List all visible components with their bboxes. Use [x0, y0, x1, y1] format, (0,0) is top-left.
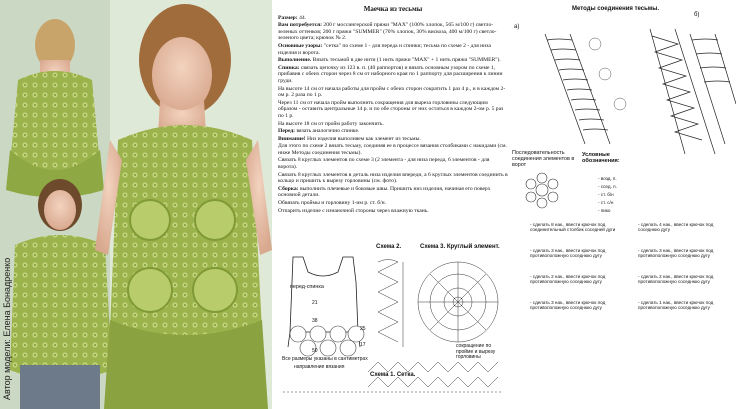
instruction-label: Сборка:	[278, 185, 299, 192]
dim-3: 25	[360, 326, 366, 332]
joining-note: - сделать 3 нак., ввести крючок под противоположную соседнюю дугу	[530, 300, 606, 311]
instruction-text: связать цепочку из 123 в. п. (40 раппортов) и вязать основным узором по схеме 1, прибавив с обеих сторон через 8 см от наборного края по 1 раппорту для расширения к линии груди.	[278, 64, 503, 84]
instruction-paragraph	[278, 65, 508, 85]
legend-item: - ссед. п.	[598, 184, 617, 189]
dim-5: 50	[312, 348, 318, 354]
schemes-diagram	[278, 252, 508, 402]
instruction-text: Связать 8 круглых элементов по схеме 3 (2 элемента - для низа переда, 6 элементов - для ворота).	[278, 157, 490, 171]
decrease-note: сокращение по пройме и вырезу горловины	[456, 343, 496, 361]
scheme3-title: Схема 3. Круглый элемент.	[420, 244, 500, 250]
size-value: 44.	[299, 14, 307, 21]
instruction-text: На высоте 18 см от пройм работу закончить.	[278, 120, 384, 127]
instruction-paragraph	[278, 57, 508, 64]
instruction-label: Перед:	[278, 128, 296, 135]
label-b: б)	[694, 12, 700, 18]
instruction-paragraph	[278, 157, 508, 170]
legend-item: - ст. с/н	[598, 200, 614, 205]
instruction-text: Связать 8 круглых элементов в деталь низа изделия впереди, а 6 круглых элементов соединить в кольцо и пришить к вырезу горловины (см. фото).	[278, 171, 508, 185]
instruction-paragraph	[278, 186, 508, 199]
dim-1: 21	[312, 300, 318, 306]
instruction-paragraph	[278, 100, 508, 120]
model-photo	[0, 0, 272, 409]
instruction-paragraph	[278, 121, 508, 128]
sequence-title: Последовательность соединения элементов в ворот	[512, 150, 575, 168]
instruction-paragraph	[278, 22, 508, 42]
instruction-paragraph	[278, 136, 508, 143]
direction-note: направление вязания	[294, 364, 345, 370]
size-label: Размер:	[278, 14, 298, 21]
instruction-label: Вам потребуется:	[278, 22, 322, 29]
instruction-text: Обвязать проймы и горловину 1-им р. ст. б/н.	[278, 200, 387, 207]
instruction-paragraph	[278, 208, 508, 215]
instruction-text: Низ изделия выполняем как элемент из тесьмы.	[306, 135, 421, 142]
instruction-paragraph	[278, 143, 508, 156]
sequence-ring-diagram	[522, 170, 562, 210]
instruction-paragraph	[278, 128, 508, 135]
instruction-text: вязать аналогично спинке.	[296, 128, 360, 135]
size-line	[278, 15, 508, 22]
joining-note: - сделать 3 нак., ввести крючок под противоположную соседнюю дугу	[638, 248, 714, 259]
methods-title: Методы соединения тесьмы.	[572, 6, 660, 12]
label-a: а)	[514, 24, 520, 30]
dims-note: Все размеры указаны в сантиметрах	[282, 356, 368, 362]
joining-note: - сделать 2 нак., ввести крючок под противоположную соседнюю дугу	[638, 274, 714, 285]
scheme2-title: Схема 2.	[376, 244, 402, 250]
article-title: Маечка из тесьмы	[363, 5, 423, 13]
dim-4: 17	[360, 342, 366, 348]
instruction-sections	[278, 22, 508, 214]
model-credit: Автор модели: Елена Бонадренко	[2, 257, 12, 400]
legend-item: - возд. п.	[598, 176, 617, 181]
scheme1-title: Схема 1. Сетка.	[370, 372, 416, 378]
instruction-text: Отпарить изделие с изнаночной стороны через влажную ткань.	[278, 207, 429, 214]
instruction-text: 200 г моссингерской пряжи "МАХ" (100% хлопок, 565 м/100 г) светло-зеленых оттенков; 200 г пряжи "SUMMER" (70% хлопок, 30% вискоза, 400 м/100 г) светло-зеленого цвета; крючок № 2.	[278, 22, 497, 42]
front-back-label: перед-спинка	[290, 284, 324, 290]
legend-item: - пико	[598, 208, 611, 213]
instruction-text: "сетка" по схеме 1 - для переда и спинки; тесьма по схеме 2 - для низа изделия и ворота.	[278, 42, 491, 56]
instruction-text: На высоте 14 см от начала работы для пройм с обеих сторон сократить 1 раз 4 р., и в каждом 2-ом р. 2 раза по 1 р.	[278, 85, 506, 99]
symbols-title: Условные обозначения:	[582, 152, 620, 165]
joining-note: - сделать 8 нак., ввести крючок под соединительный столбик соседней дуги	[530, 222, 616, 233]
instruction-text: Через 11 см от начала пройм выполнить сокращения для выреза горловины следующим образом - оставить центральные 14 р. и по обе стороны от них остаться в каждом 2-ом р. 5 раз по 1 р.	[278, 99, 504, 119]
instruction-paragraph	[278, 43, 508, 56]
instruction-paragraph	[278, 172, 508, 185]
photo-illustration	[0, 0, 272, 409]
joining-note: - сделать 1 нак., ввести крючок под противоположную соседнюю дугу	[638, 300, 714, 311]
instruction-text: Вязать тесьмой в две нити (1 нить пряжи "МАХ" + 1 нить пряжи "SUMMER").	[312, 57, 501, 64]
joining-note: - сделать 4 нак., ввести крючок под соседнюю дугу	[638, 222, 714, 233]
instruction-label: Спинка:	[278, 64, 300, 71]
dim-2: 38	[312, 318, 318, 324]
instruction-text: выполнить плечевые и боковые швы. Пришить низ изделия, начиная его поверх основной детали.	[278, 185, 491, 199]
instruction-label: Внимание!	[278, 135, 306, 142]
instruction-paragraph	[278, 200, 508, 207]
instruction-paragraph	[278, 86, 508, 99]
instruction-text: Для этого по схеме 2 вязать тесьму, соединяя ее в процессе вязания столбиками с накидами (см. ниже Методы соединения тесьмы).	[278, 143, 507, 156]
instruction-label: Основные узоры:	[278, 42, 323, 49]
legend-item: - ст. б/н	[598, 192, 614, 197]
joining-note: - сделать 2 нак., ввести крючок под противоположную соседнюю дугу	[530, 274, 606, 285]
instruction-label: Выполнение.	[278, 57, 312, 64]
joining-note: - сделать 3 нак., ввести крючок под противоположную соседнюю дугу	[530, 248, 606, 259]
